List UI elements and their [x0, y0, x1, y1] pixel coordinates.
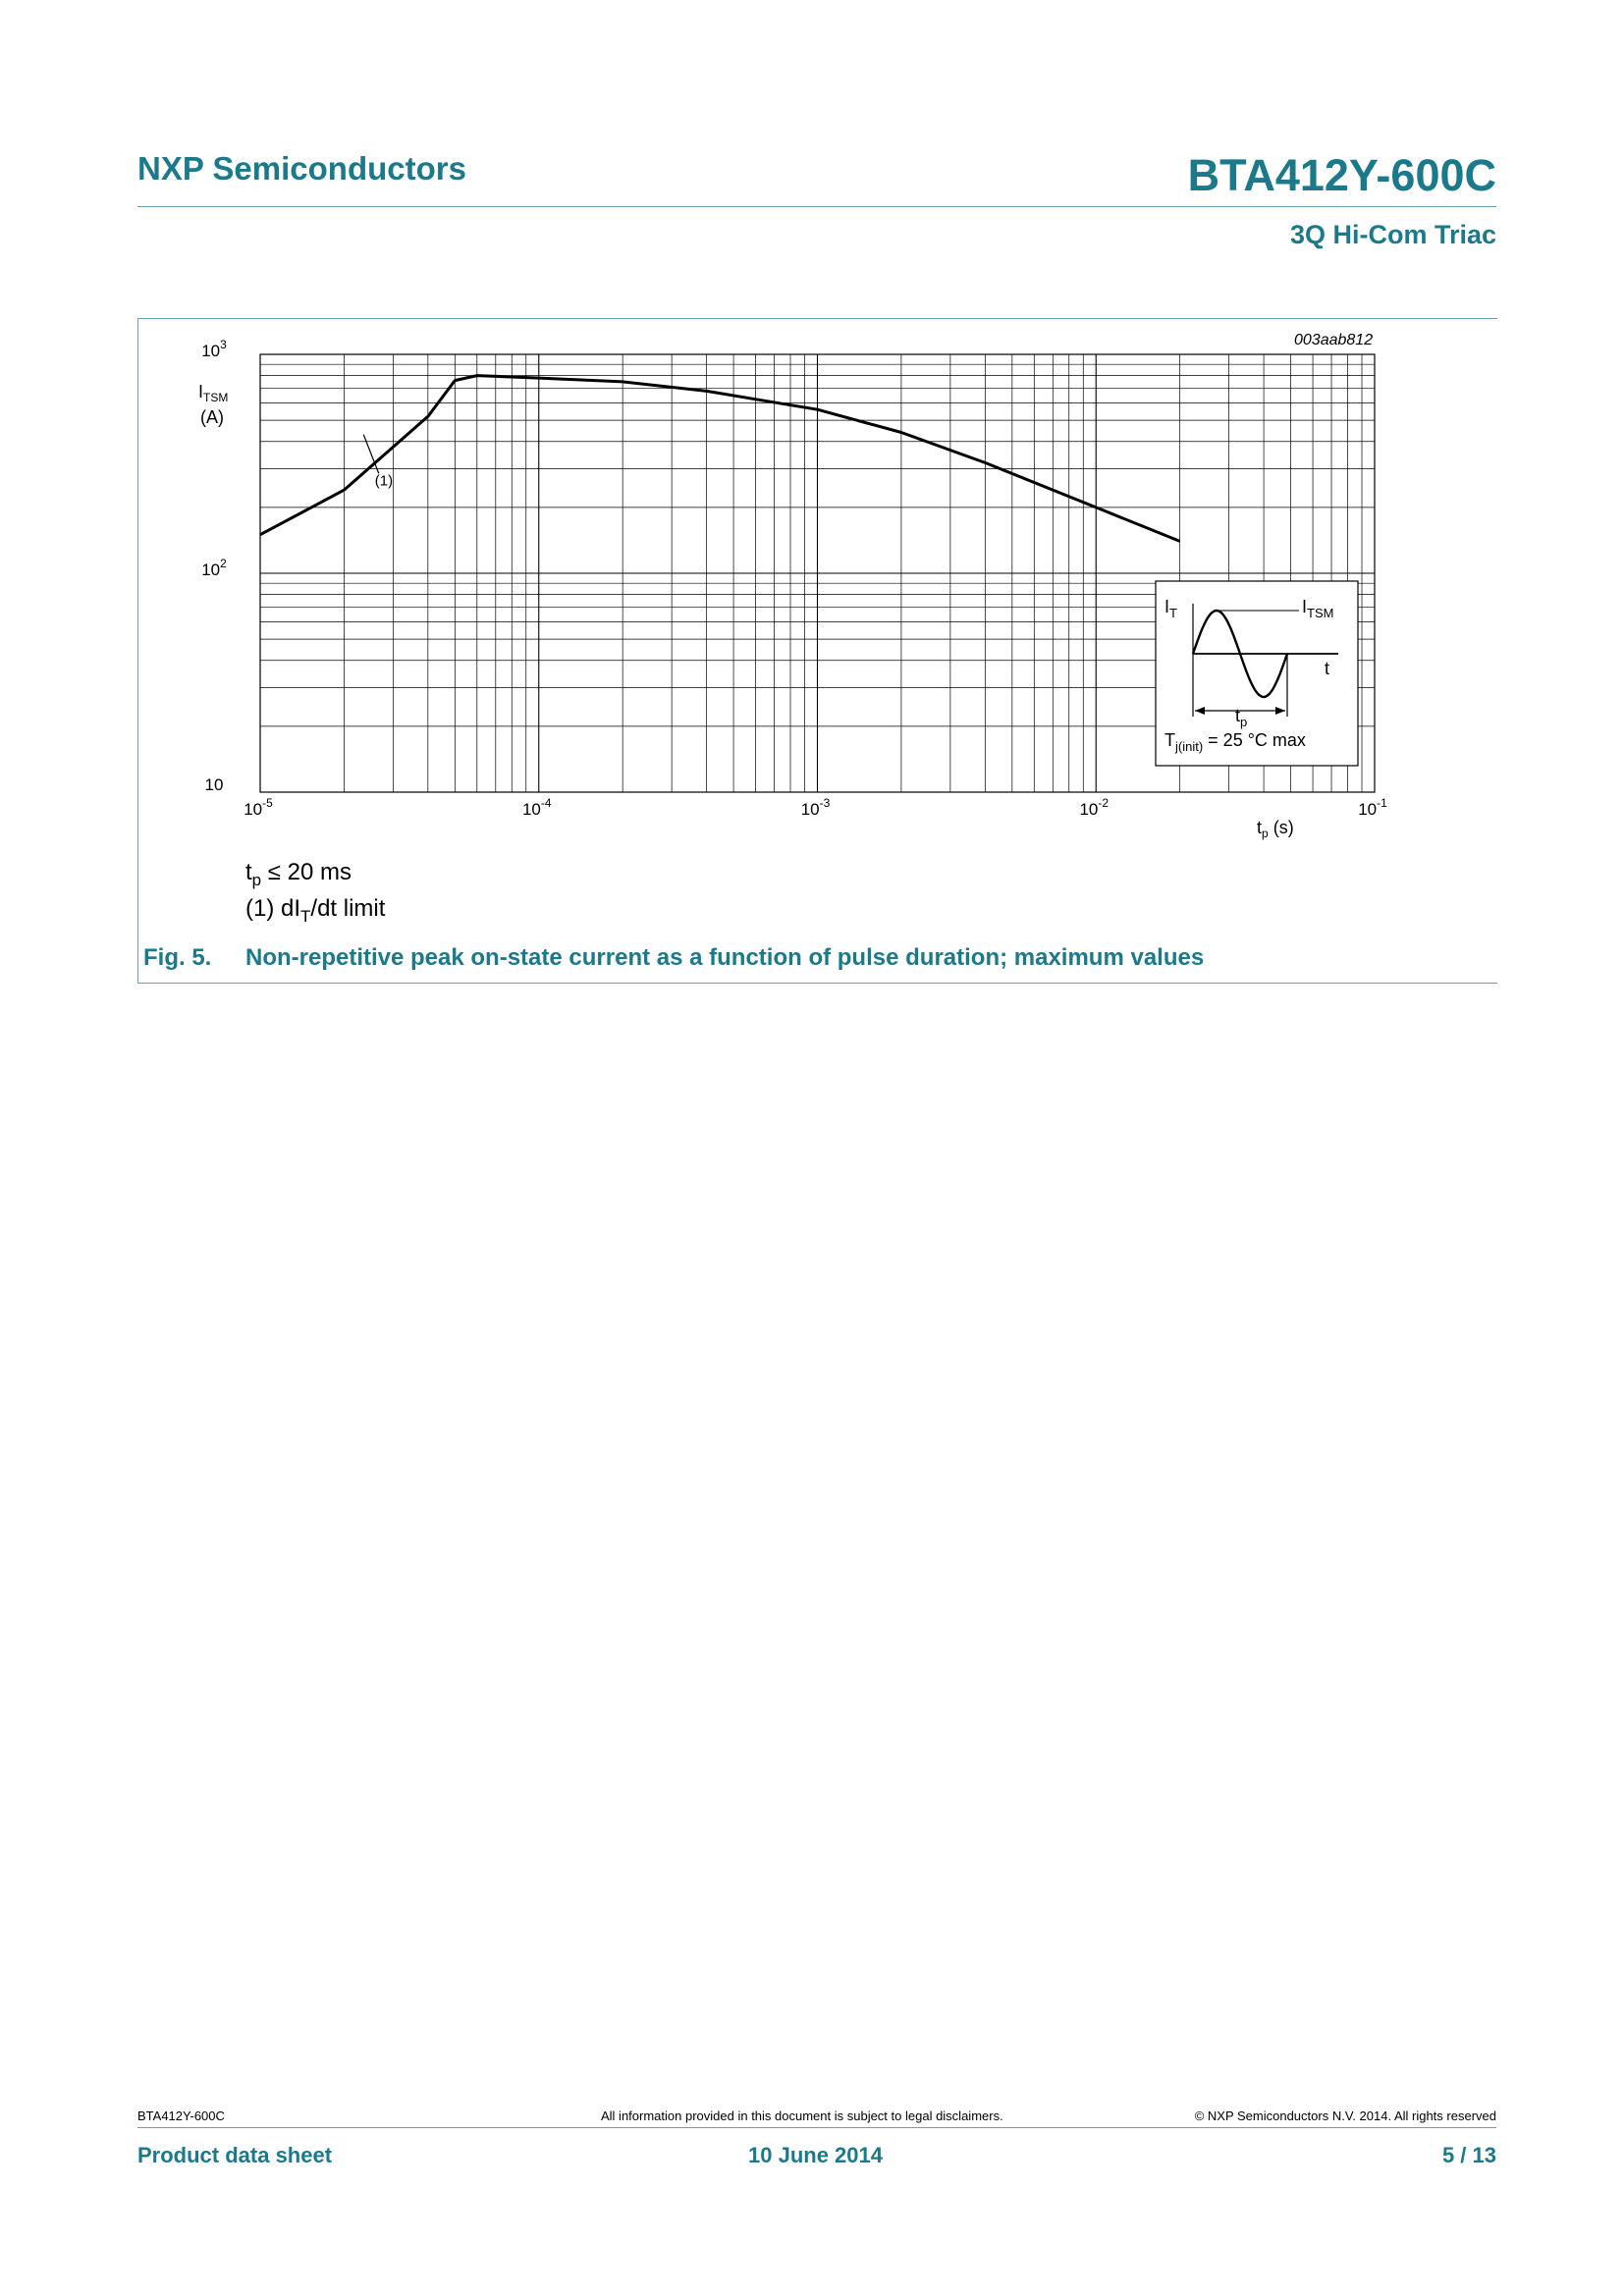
footer-date: 10 June 2014 — [748, 2143, 883, 2167]
x-tick-label: $10^{-1}$ — [1358, 796, 1387, 819]
inset-label-itsm: $I_{TSM}$ — [1302, 597, 1334, 620]
note-pulse-duration: $t_p \le 20$ ms — [245, 859, 352, 889]
inset-label-tp: $t_p$ — [1235, 706, 1248, 729]
footer-legal: All information provided in this document is subject to legal disclaimers. — [601, 2109, 1003, 2123]
x-tick-label: $10^{-3}$ — [800, 796, 831, 819]
company-name: NXP Semiconductors — [137, 150, 466, 187]
footer-copyright: © NXP Semiconductors N.V. 2014. All rights reserved — [1194, 2109, 1496, 2123]
figure-caption — [143, 944, 1204, 972]
footer-doc-type: Product data sheet — [137, 2143, 333, 2167]
y-tick-label: $10^2$ — [201, 557, 227, 579]
chart-inset — [1156, 581, 1358, 766]
y-tick-label: $10^3$ — [201, 338, 227, 360]
figure-id: 003aab812 — [1294, 332, 1374, 348]
x-axis-label: $t_p$ (s) — [1257, 818, 1294, 840]
footer-doc-id: BTA412Y-600C — [137, 2109, 225, 2123]
y-axis-label: $I_{TSM}$ — [198, 382, 229, 404]
footer-rule — [137, 2127, 1496, 2128]
x-tick-label: $10^{-4}$ — [521, 796, 552, 819]
x-tick-label: $10^{-2}$ — [1079, 796, 1110, 819]
footer-page-number: 5 / 13 — [1441, 2143, 1496, 2167]
document-subtitle: 3Q Hi-Com Triac — [1289, 220, 1496, 249]
chart-series — [260, 376, 1180, 542]
y-tick-label: 10 — [204, 775, 224, 794]
inset-label-it: $I_T$ — [1164, 597, 1177, 620]
note-didt-limit: (1) $dI_T/dt$ limit — [245, 895, 386, 926]
annotation-label: (1) — [374, 472, 394, 490]
series-line — [260, 376, 1180, 542]
figure-caption-text: Non-repetitive peak on-state current as a function of pulse duration; maximum values — [245, 944, 1205, 971]
inset-label-t: t — [1325, 659, 1330, 678]
x-tick-label: $10^{-5}$ — [244, 796, 273, 819]
y-axis-unit: (A) — [200, 407, 224, 427]
chart — [0, 0, 1624, 982]
part-number: BTA412Y-600C — [1187, 150, 1496, 200]
figure-number: Fig. 5. — [143, 944, 212, 971]
inset-label-tj: $T_{j(init)} = 25$ °C max — [1164, 730, 1306, 754]
